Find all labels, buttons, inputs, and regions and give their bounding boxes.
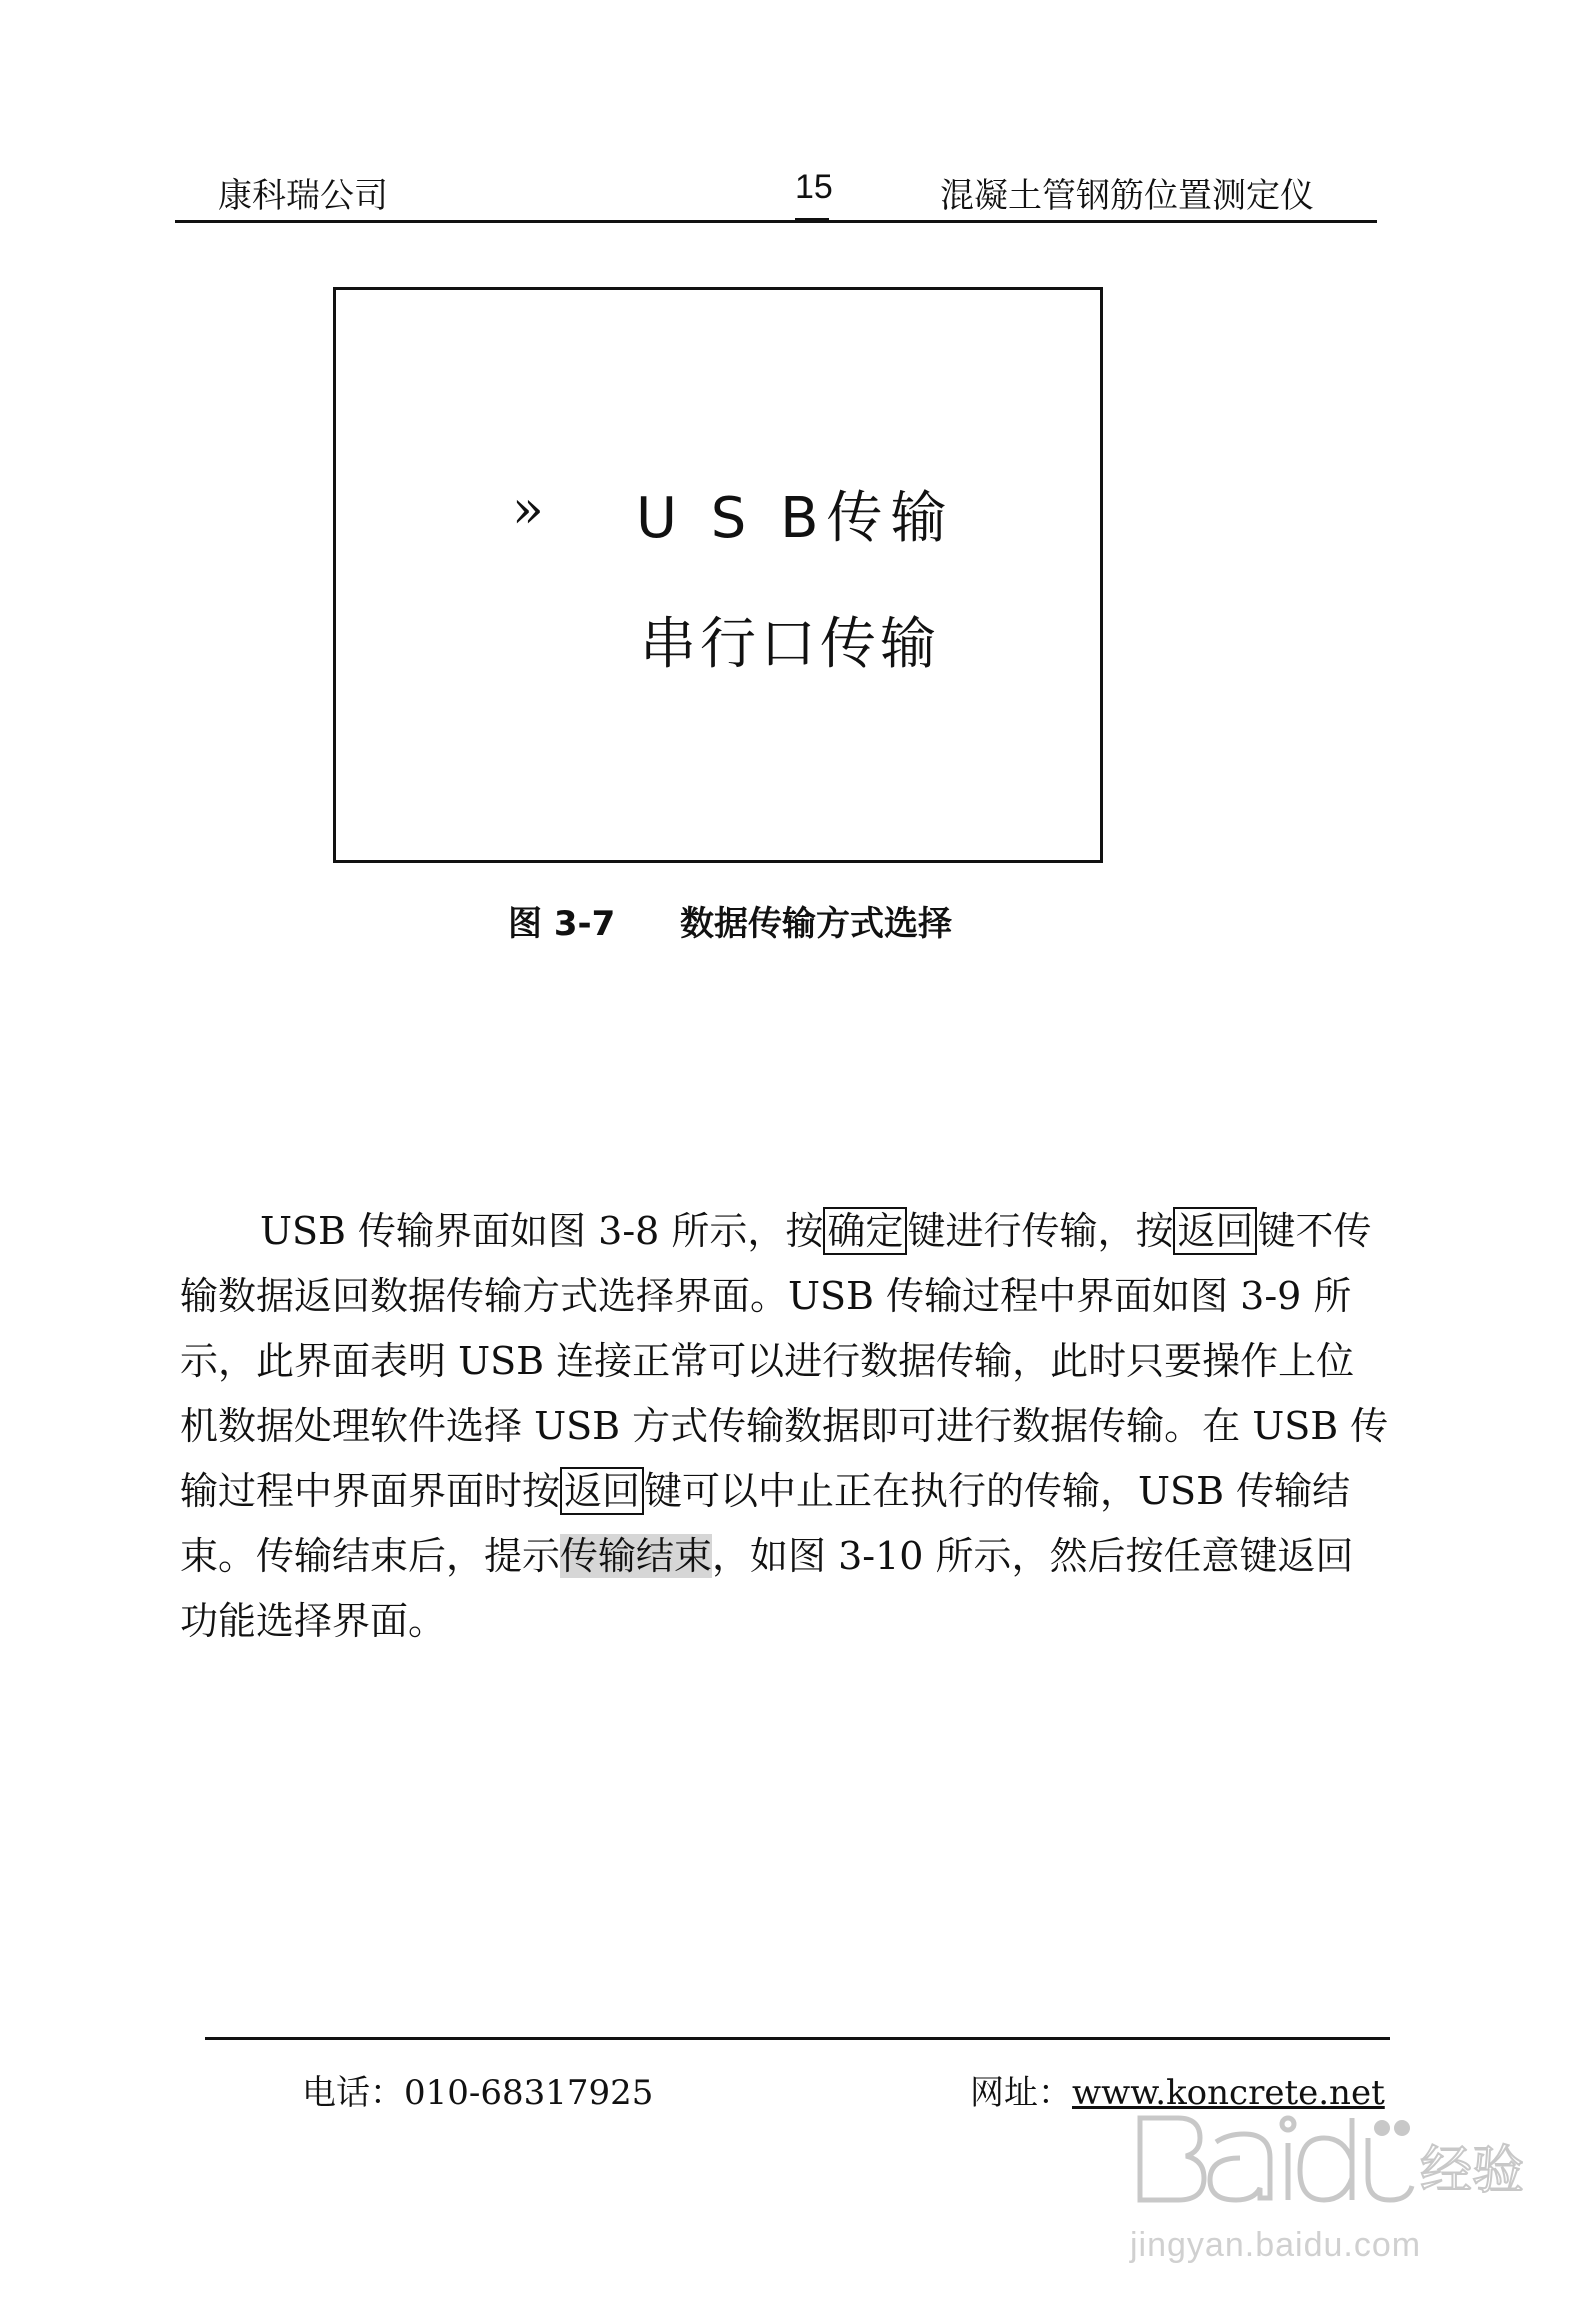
paragraph-line-7: 功能选择界面。 [180, 1599, 447, 1643]
paragraph-line-5 [180, 1460, 1350, 1515]
menu-cursor-icon: » [512, 480, 544, 540]
back-key-label: 返回 [560, 1467, 644, 1515]
header-rule [175, 220, 1377, 223]
paragraph-line-1 [260, 1200, 1371, 1255]
paragraph-line-6 [180, 1525, 1354, 1580]
figure-caption-number: 图 3-7 [508, 904, 616, 944]
paragraph-line-4: 机数据处理软件选择 USB 方式传输数据即可进行数据传输。在 USB 传 [180, 1404, 1389, 1448]
header-product: 混凝土管钢筋位置测定仪 [940, 176, 1314, 216]
baidu-jingyan-logo [1120, 2098, 1525, 2208]
text-segment: USB 传输界面如图 3-8 所示，按 [260, 1209, 824, 1253]
website-label: 网址： [970, 2073, 1072, 2113]
footer-rule [205, 2037, 1390, 2040]
menu-item-serial: 串行口传输 [640, 612, 940, 677]
menu-item-usb: U S B传输 [636, 486, 955, 551]
text-segment: 键可以中止正在执行的传输，USB 传输结 [644, 1469, 1351, 1513]
svg-text:经验: 经验 [1420, 2141, 1525, 2201]
text-segment: 束。传输结束后，提示 [180, 1534, 561, 1578]
footer-phone: 电话：010-68317925 [302, 2073, 654, 2113]
text-segment: ，如图 3-10 所示，然后按任意键返回 [712, 1534, 1354, 1578]
figure-caption-title: 数据传输方式选择 [680, 904, 952, 944]
watermark-url: jingyan.baidu.com [1130, 2226, 1422, 2264]
device-screen-figure [333, 287, 1103, 863]
highlight-transfer-end: 传输结束 [560, 1534, 713, 1578]
confirm-key-label: 确定 [823, 1207, 907, 1255]
page-number: 15 [795, 168, 833, 206]
header-company: 康科瑞公司 [218, 176, 388, 216]
text-segment: 键进行传输，按 [907, 1209, 1174, 1253]
paragraph-line-2: 输数据返回数据传输方式选择界面。USB 传输过程中界面如图 3-9 所 [180, 1274, 1352, 1318]
text-segment: 键不传 [1257, 1209, 1372, 1253]
text-segment: 输过程中界面界面时按 [180, 1469, 561, 1513]
paragraph-line-3: 示，此界面表明 USB 连接正常可以进行数据传输，此时只要操作上位 [180, 1339, 1355, 1383]
back-key-label: 返回 [1173, 1207, 1257, 1255]
website-link[interactable]: www.koncrete.net [1072, 2073, 1385, 2113]
